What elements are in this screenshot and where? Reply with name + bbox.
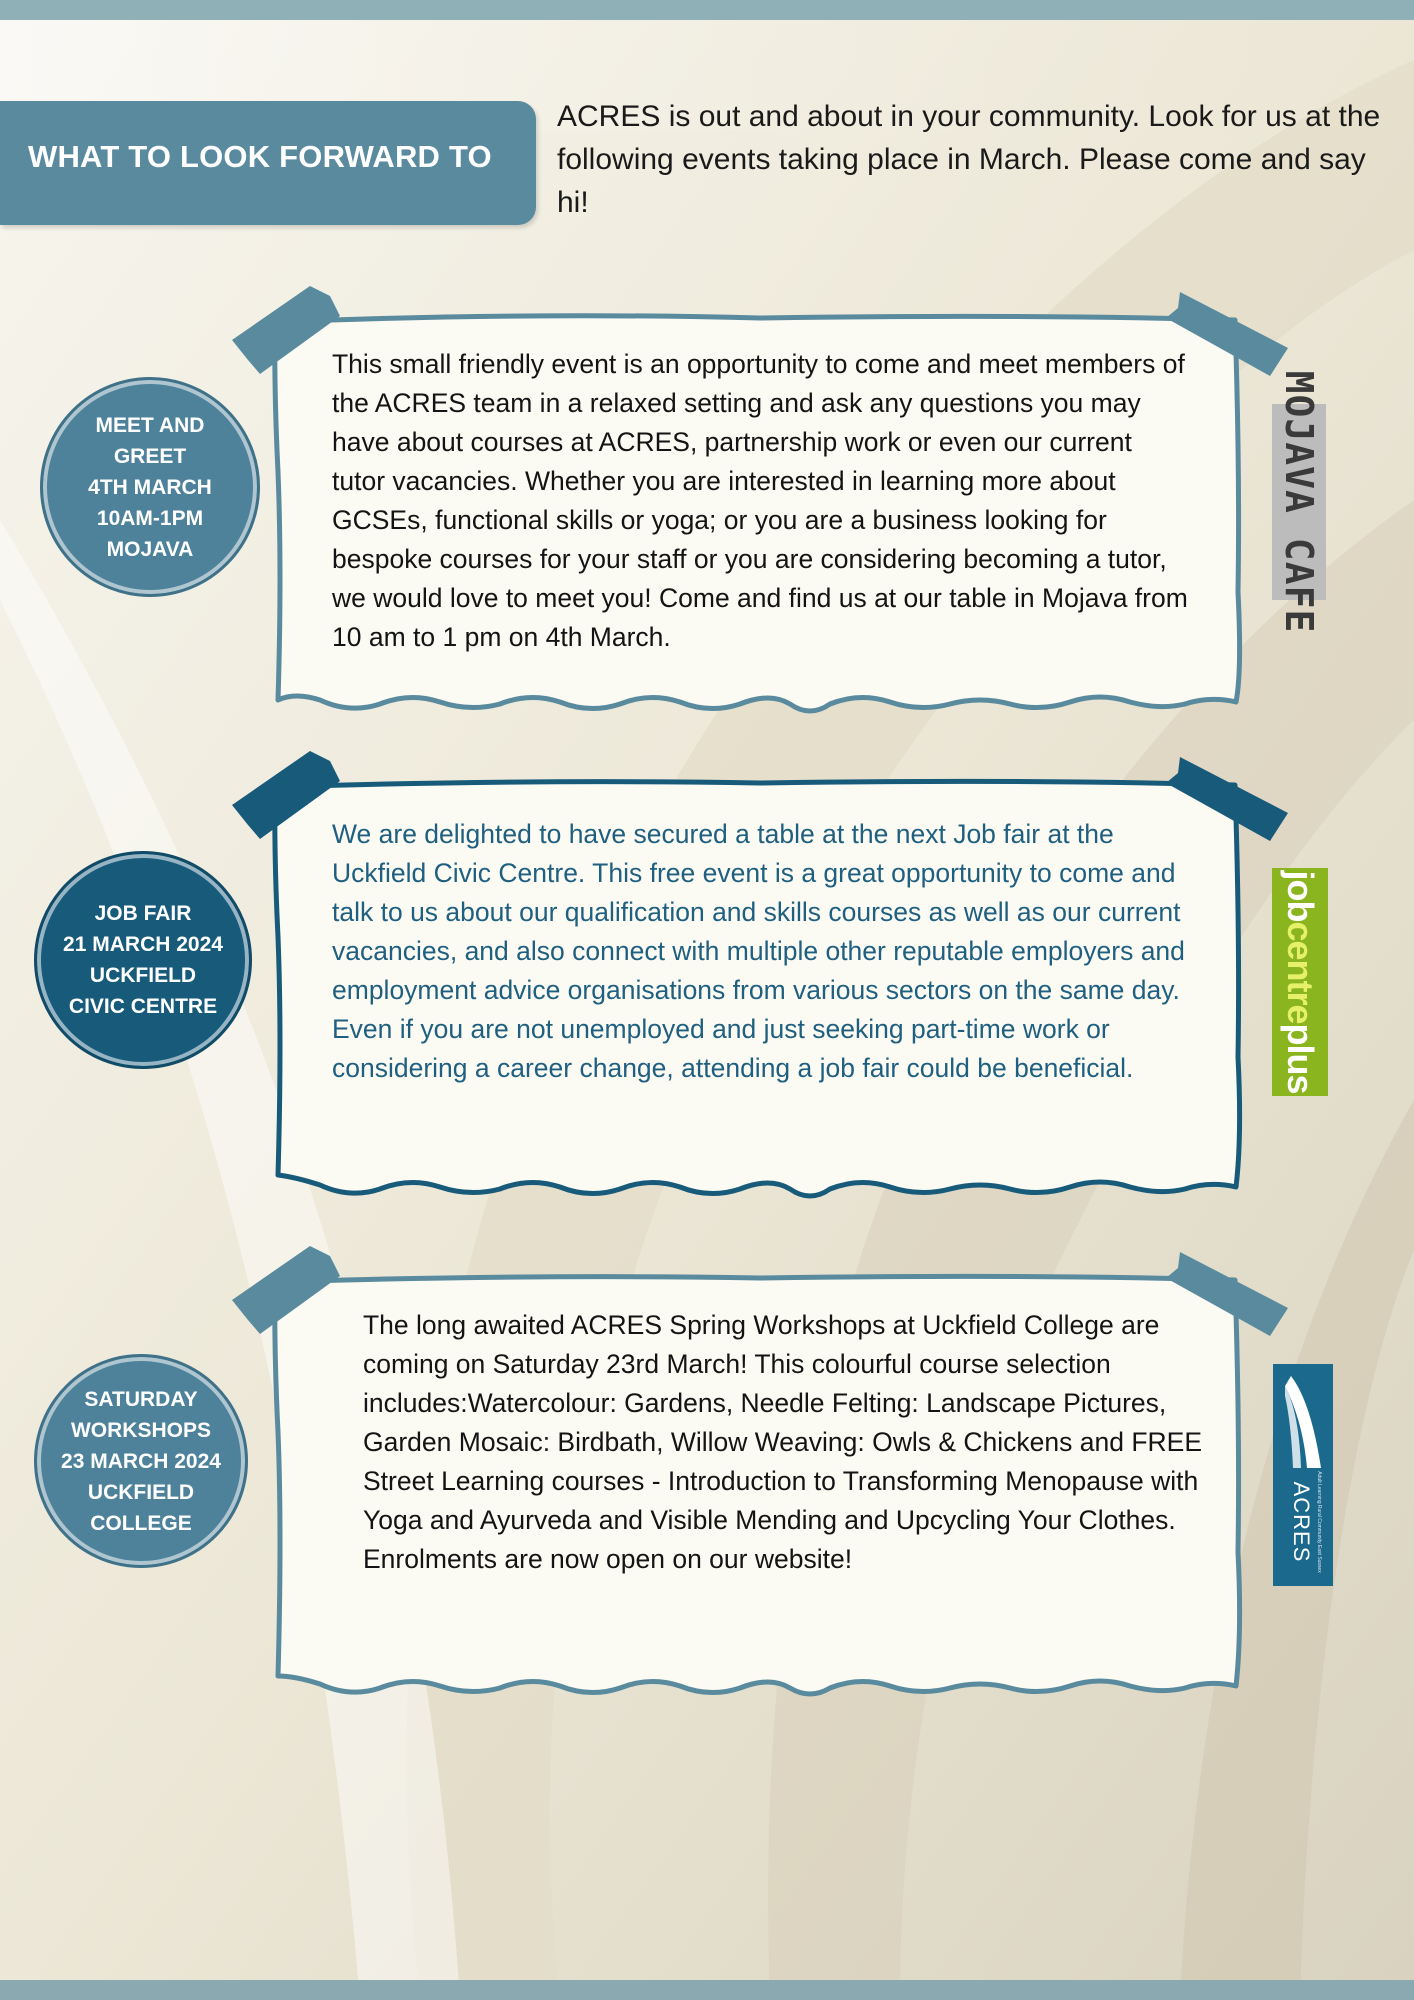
event-description: We are delighted to have secured a table at the next Job fair at the Uckfield Civic Centre. This free event is a great opportunity to come and talk to us about our qualification and skills courses as well as our current vacancies, and also connect with multiple other reputable employers and employment advice organisations from various sectors on the same day. Even if you are not unemployed and just seeking part-time work or considering a career change, attending a job fair could be beneficial.	[332, 819, 1185, 1083]
event-description: This small friendly event is an opportunity to come and meet members of the ACRES team in a relaxed setting and ask any questions you may have about courses at ACRES, partnership work or even our current tutor vacancies. Whether you are interested in learning more about GCSEs, functional skills or yoga; or you are a business looking for bespoke courses for your staff or you are considering becoming a tutor, we would love to meet you! Come and find us at our table in Mojava from 10 am to 1 pm on 4th March.	[332, 349, 1188, 652]
event-badge	[34, 851, 252, 1069]
acres-logo	[1273, 1364, 1333, 1586]
event-badge	[40, 377, 260, 597]
intro-text: ACRES is out and about in your community. Look for us at the following events taking place in March. Please come and say hi!	[557, 100, 1381, 219]
bottom-border-bar	[0, 1980, 1414, 2000]
top-border-bar	[0, 0, 1414, 20]
event-badge-label: SATURDAY WORKSHOPS 23 MARCH 2024 UCKFIELD COLLEGE	[61, 1387, 221, 1535]
acres-logo-subtext: Adult Learning Rural Community East Sussex	[1316, 1471, 1322, 1573]
mojava-cafe-logo	[1272, 370, 1326, 634]
section-header-tab	[0, 101, 536, 225]
acres-logo-text: ACRES	[1289, 1481, 1314, 1563]
jobcentre-plus-logo-text: jobcentreplus	[1280, 870, 1321, 1094]
section-title: WHAT TO LOOK FORWARD TO	[28, 139, 492, 174]
mojava-cafe-logo-text: MOJAVA CAFE	[1277, 370, 1321, 634]
jobcentre-plus-logo	[1272, 868, 1328, 1096]
event-badge-label: MEET AND GREET 4TH MARCH 10AM-1PM MOJAVA	[88, 413, 212, 561]
event-badge	[34, 1354, 248, 1568]
event-description: The long awaited ACRES Spring Workshops at Uckfield College are coming on Saturday 23rd March! This colourful course selection includes:Watercolour: Gardens, Needle Felting: Landscape Pictures, Garden Mosaic: Birdbath, Willow Weaving: Owls & Chickens and FREE Street Learning courses - Introduction to Transforming Menopause with Yoga and Ayurveda and Visible Mending and Upcycling Your Clothes. Enrolments are now open on our website!	[363, 1310, 1202, 1574]
event-badge-label: JOB FAIR 21 MARCH 2024 UCKFIELD CIVIC CENTRE	[63, 902, 223, 1018]
sail-icon	[1281, 1372, 1325, 1472]
